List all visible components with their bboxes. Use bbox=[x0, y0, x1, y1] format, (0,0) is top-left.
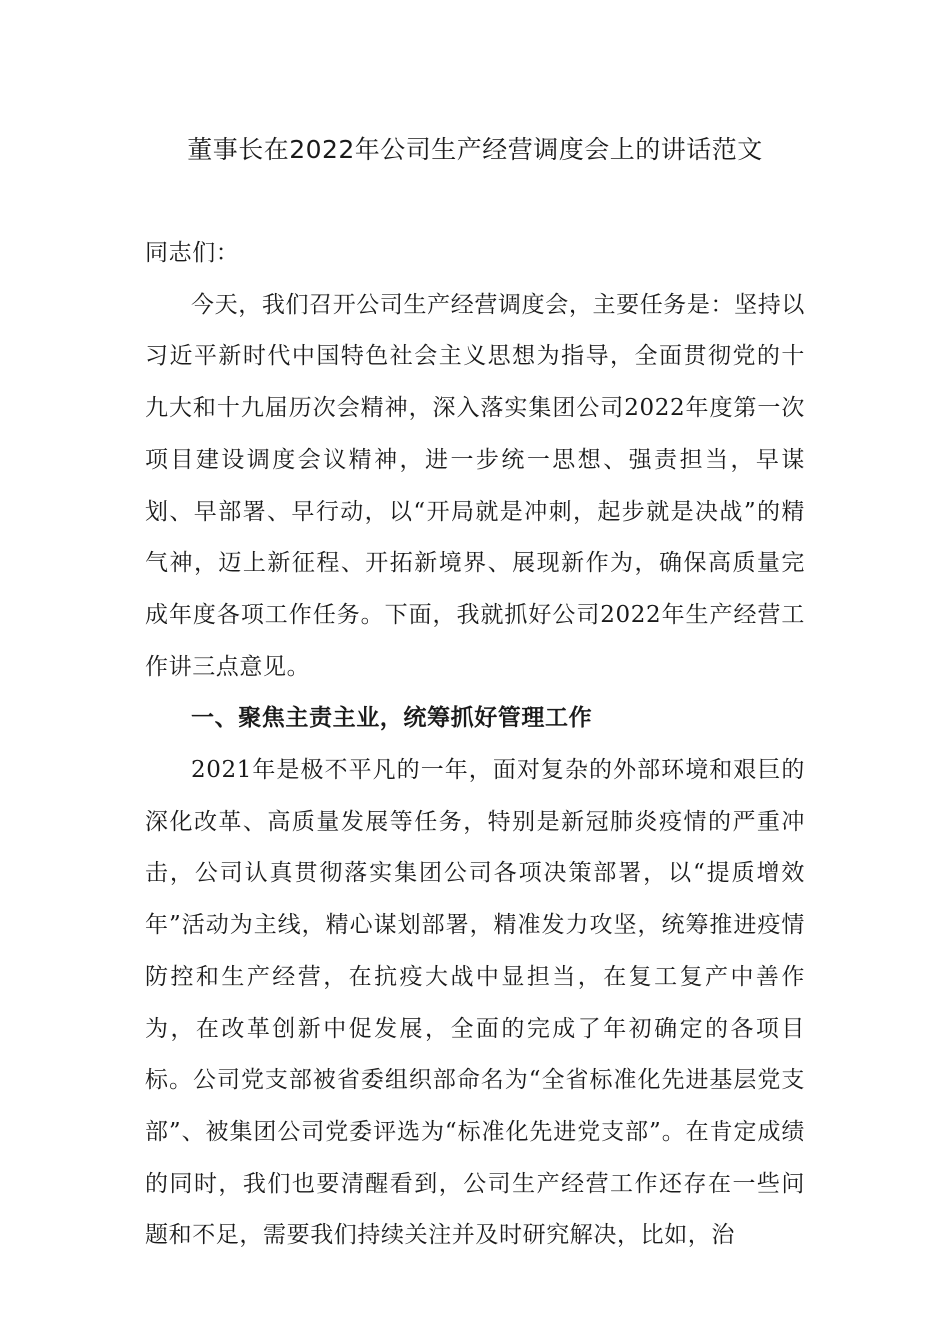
document-title: 董事长在2022年公司生产经营调度会上的讲话范文 bbox=[187, 135, 763, 164]
document-body bbox=[145, 228, 805, 1262]
section-1-paragraph: 2021年是极不平凡的一年，面对复杂的外部环境和艰巨的深化改革、高质量发展等任务，特别是新冠肺炎疫情的严重冲击，公司认真贯彻落实集团公司各项决策部署，以“提质增效年”活动为主线，精心谋划部署，精准发力攻坚，统筹推进疫情防控和生产经营，在抗疫大战中显担当，在复工复产中善作为，在改革创新中促发展，全面的完成了年初确定的各项目标。公司党支部被省委组织部命名为“全省标准化先进基层党支部”、被集团公司党委评选为“标准化先进党支部”。在肯定成绩的同时，我们也要清醒看到，公司生产经营工作还存在一些问题和不足，需要我们持续关注并及时研究解决，比如，治 bbox=[145, 757, 805, 1249]
salutation: 同志们： bbox=[145, 240, 240, 266]
section-heading-1: 一、聚焦主责主业，统筹抓好管理工作 bbox=[191, 705, 593, 732]
intro-paragraph: 今天，我们召开公司生产经营调度会，主要任务是：坚持以习近平新时代中国特色社会主义思想为指导，全面贯彻党的十九大和十九届历次会精神，深入落实集团公司2022年度第一次项目建设调度会议精神，进一步统一思想、强责担当，早谋划、早部署、早行动，以“开局就是冲刺，起步就是决战”的精气神，迈上新征程、开拓新境界、展现新作为，确保高质量完成年度各项工作任务。下面，我就抓好公司2022年生产经营工作讲三点意见。 bbox=[145, 291, 805, 680]
